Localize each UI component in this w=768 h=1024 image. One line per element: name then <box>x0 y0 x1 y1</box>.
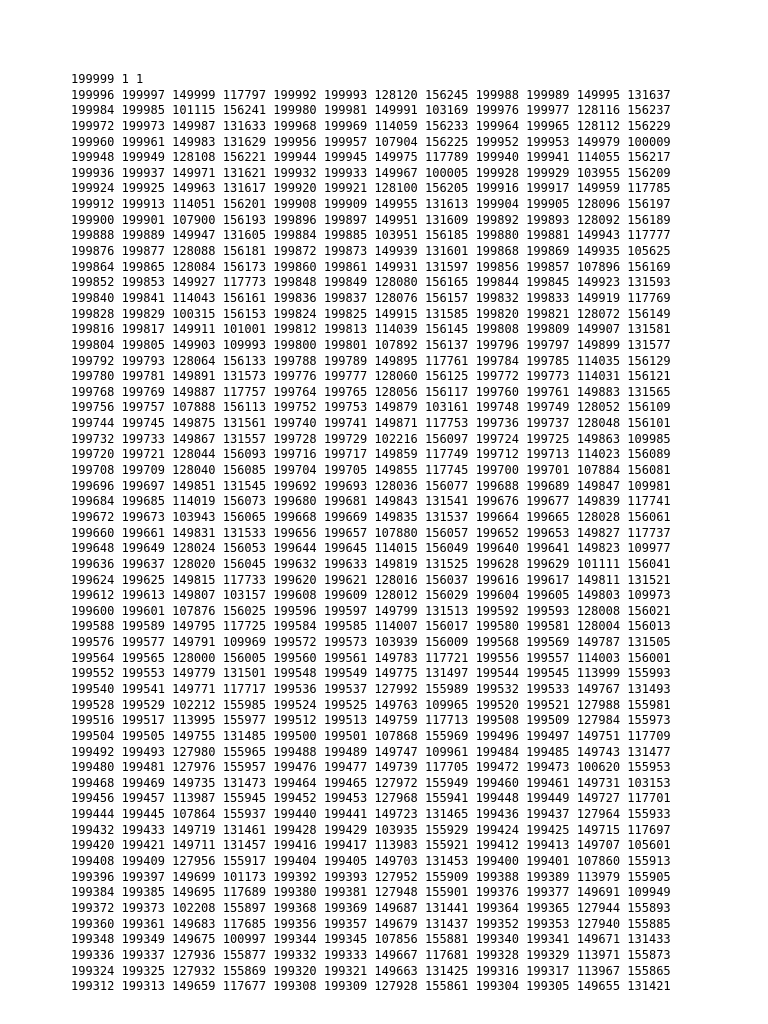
data-row: 199732 199733 149867 131557 199728 199729 102216 156097 199724 199725 149863 109985 <box>71 431 671 446</box>
data-row: 199636 199637 128020 156045 199632 199633 149819 131525 199628 199629 101111 156041 <box>71 556 671 571</box>
data-row: 199804 199805 149903 109993 199800 199801 107892 156137 199796 199797 149899 131577 <box>71 337 671 352</box>
data-row: 199408 199409 127956 155917 199404 199405 149703 131453 199400 199401 107860 155913 <box>71 854 671 869</box>
numeric-text-block <box>71 72 671 995</box>
data-row: 199816 199817 149911 101001 199812 199813 114039 156145 199808 199809 149907 131581 <box>71 322 671 337</box>
data-row: 199684 199685 114019 156073 199680 199681 149843 131541 199676 199677 149839 117741 <box>71 494 671 509</box>
data-row: 199672 199673 103943 156065 199668 199669 149835 131537 199664 199665 128028 156061 <box>71 509 671 524</box>
data-row: 199984 199985 101115 156241 199980 199981 149991 103169 199976 199977 128116 156237 <box>71 103 671 118</box>
data-row: 199924 199925 149963 131617 199920 199921 128100 156205 199916 199917 149959 117785 <box>71 181 671 196</box>
data-row: 199504 199505 149755 131485 199500 199501 107868 155969 199496 199497 149751 117709 <box>71 728 671 743</box>
header-line: 199999 1 1 <box>71 72 144 86</box>
data-row: 199360 199361 149683 117685 199356 199357 149679 131437 199352 199353 127940 155885 <box>71 916 671 931</box>
data-row: 199372 199373 102208 155897 199368 199369 149687 131441 199364 199365 127944 155893 <box>71 900 671 915</box>
data-row: 199708 199709 128040 156085 199704 199705 149855 117745 199700 199701 107884 156081 <box>71 463 671 478</box>
data-row: 199552 199553 149779 131501 199548 199549 149775 131497 199544 199545 113999 155993 <box>71 666 671 681</box>
data-row: 199996 199997 149999 117797 199992 199993 128120 156245 199988 199989 149995 131637 <box>71 87 671 102</box>
data-rows <box>71 88 671 995</box>
data-row: 199852 199853 149927 117773 199848 199849 128080 156165 199844 199845 149923 131593 <box>71 275 671 290</box>
data-row: 199840 199841 114043 156161 199836 199837 128076 156157 199832 199833 149919 117769 <box>71 290 671 305</box>
data-row: 199492 199493 127980 155965 199488 199489 149747 109961 199484 199485 149743 131477 <box>71 744 671 759</box>
data-row: 199564 199565 128000 156005 199560 199561 149783 117721 199556 199557 114003 156001 <box>71 650 671 665</box>
data-row: 199540 199541 149771 117717 199536 199537 127992 155989 199532 199533 149767 131493 <box>71 681 671 696</box>
data-row: 199960 199961 149983 131629 199956 199957 107904 156225 199952 199953 149979 100009 <box>71 134 671 149</box>
data-row: 199864 199865 128084 156173 199860 199861 149931 131597 199856 199857 107896 156169 <box>71 259 671 274</box>
data-row: 199612 199613 149807 103157 199608 199609 128012 156029 199604 199605 149803 109973 <box>71 588 671 603</box>
data-row: 199336 199337 127936 155877 199332 199333 149667 117681 199328 199329 113971 155873 <box>71 947 671 962</box>
data-row: 199516 199517 113995 155977 199512 199513 149759 117713 199508 199509 127984 155973 <box>71 713 671 728</box>
data-row: 199792 199793 128064 156133 199788 199789 149895 117761 199784 199785 114035 156129 <box>71 353 671 368</box>
data-row: 199660 199661 149831 131533 199656 199657 107880 156057 199652 199653 149827 117737 <box>71 525 671 540</box>
data-row: 199444 199445 107864 155937 199440 199441 149723 131465 199436 199437 127964 155933 <box>71 807 671 822</box>
data-row: 199480 199481 127976 155957 199476 199477 149739 117705 199472 199473 100620 155953 <box>71 760 671 775</box>
data-row: 199876 199877 128088 156181 199872 199873 149939 131601 199868 199869 149935 105625 <box>71 244 671 259</box>
data-row: 199624 199625 149815 117733 199620 199621 128016 156037 199616 199617 149811 131521 <box>71 572 671 587</box>
data-row: 199468 199469 149735 131473 199464 199465 127972 155949 199460 199461 149731 103153 <box>71 775 671 790</box>
data-row: 199720 199721 128044 156093 199716 199717 149859 117749 199712 199713 114023 156089 <box>71 447 671 462</box>
data-row: 199600 199601 107876 156025 199596 199597 149799 131513 199592 199593 128008 156021 <box>71 603 671 618</box>
data-row: 199888 199889 149947 131605 199884 199885 103951 156185 199880 199881 149943 117777 <box>71 228 671 243</box>
data-row: 199948 199949 128108 156221 199944 199945 149975 117789 199940 199941 114055 156217 <box>71 150 671 165</box>
data-row: 199312 199313 149659 117677 199308 199309 127928 155861 199304 199305 149655 131421 <box>71 979 671 994</box>
data-row: 199828 199829 100315 156153 199824 199825 149915 131585 199820 199821 128072 156149 <box>71 306 671 321</box>
data-row: 199900 199901 107900 156193 199896 199897 149951 131609 199892 199893 128092 156189 <box>71 212 671 227</box>
data-row: 199456 199457 113987 155945 199452 199453 127968 155941 199448 199449 149727 117701 <box>71 791 671 806</box>
data-row: 199324 199325 127932 155869 199320 199321 149663 131425 199316 199317 113967 155865 <box>71 963 671 978</box>
data-row: 199648 199649 128024 156053 199644 199645 114015 156049 199640 199641 149823 109977 <box>71 541 671 556</box>
data-row: 199972 199973 149987 131633 199968 199969 114059 156233 199964 199965 128112 156229 <box>71 118 671 133</box>
data-row: 199396 199397 149699 101173 199392 199393 127952 155909 199388 199389 113979 155905 <box>71 869 671 884</box>
data-row: 199528 199529 102212 155985 199524 199525 149763 109965 199520 199521 127988 155981 <box>71 697 671 712</box>
data-row: 199432 199433 149719 131461 199428 199429 103935 155929 199424 199425 149715 117697 <box>71 822 671 837</box>
data-row: 199384 199385 149695 117689 199380 199381 127948 155901 199376 199377 149691 109949 <box>71 885 671 900</box>
data-row: 199744 199745 149875 131561 199740 199741 149871 117753 199736 199737 128048 156101 <box>71 416 671 431</box>
data-row: 199696 199697 149851 131545 199692 199693 128036 156077 199688 199689 149847 109981 <box>71 478 671 493</box>
data-row: 199348 199349 149675 100997 199344 199345 107856 155881 199340 199341 149671 131433 <box>71 932 671 947</box>
data-row: 199780 199781 149891 131573 199776 199777 128060 156125 199772 199773 114031 156121 <box>71 369 671 384</box>
data-row: 199420 199421 149711 131457 199416 199417 113983 155921 199412 199413 149707 105601 <box>71 838 671 853</box>
data-row: 199936 199937 149971 131621 199932 199933 149967 100005 199928 199929 103955 156209 <box>71 165 671 180</box>
data-row: 199768 199769 149887 117757 199764 199765 128056 156117 199760 199761 149883 131565 <box>71 384 671 399</box>
data-row: 199756 199757 107888 156113 199752 199753 149879 103161 199748 199749 128052 156109 <box>71 400 671 415</box>
data-row: 199588 199589 149795 117725 199584 199585 114007 156017 199580 199581 128004 156013 <box>71 619 671 634</box>
data-row: 199912 199913 114051 156201 199908 199909 149955 131613 199904 199905 128096 156197 <box>71 197 671 212</box>
data-row: 199576 199577 149791 109969 199572 199573 103939 156009 199568 199569 149787 131505 <box>71 635 671 650</box>
